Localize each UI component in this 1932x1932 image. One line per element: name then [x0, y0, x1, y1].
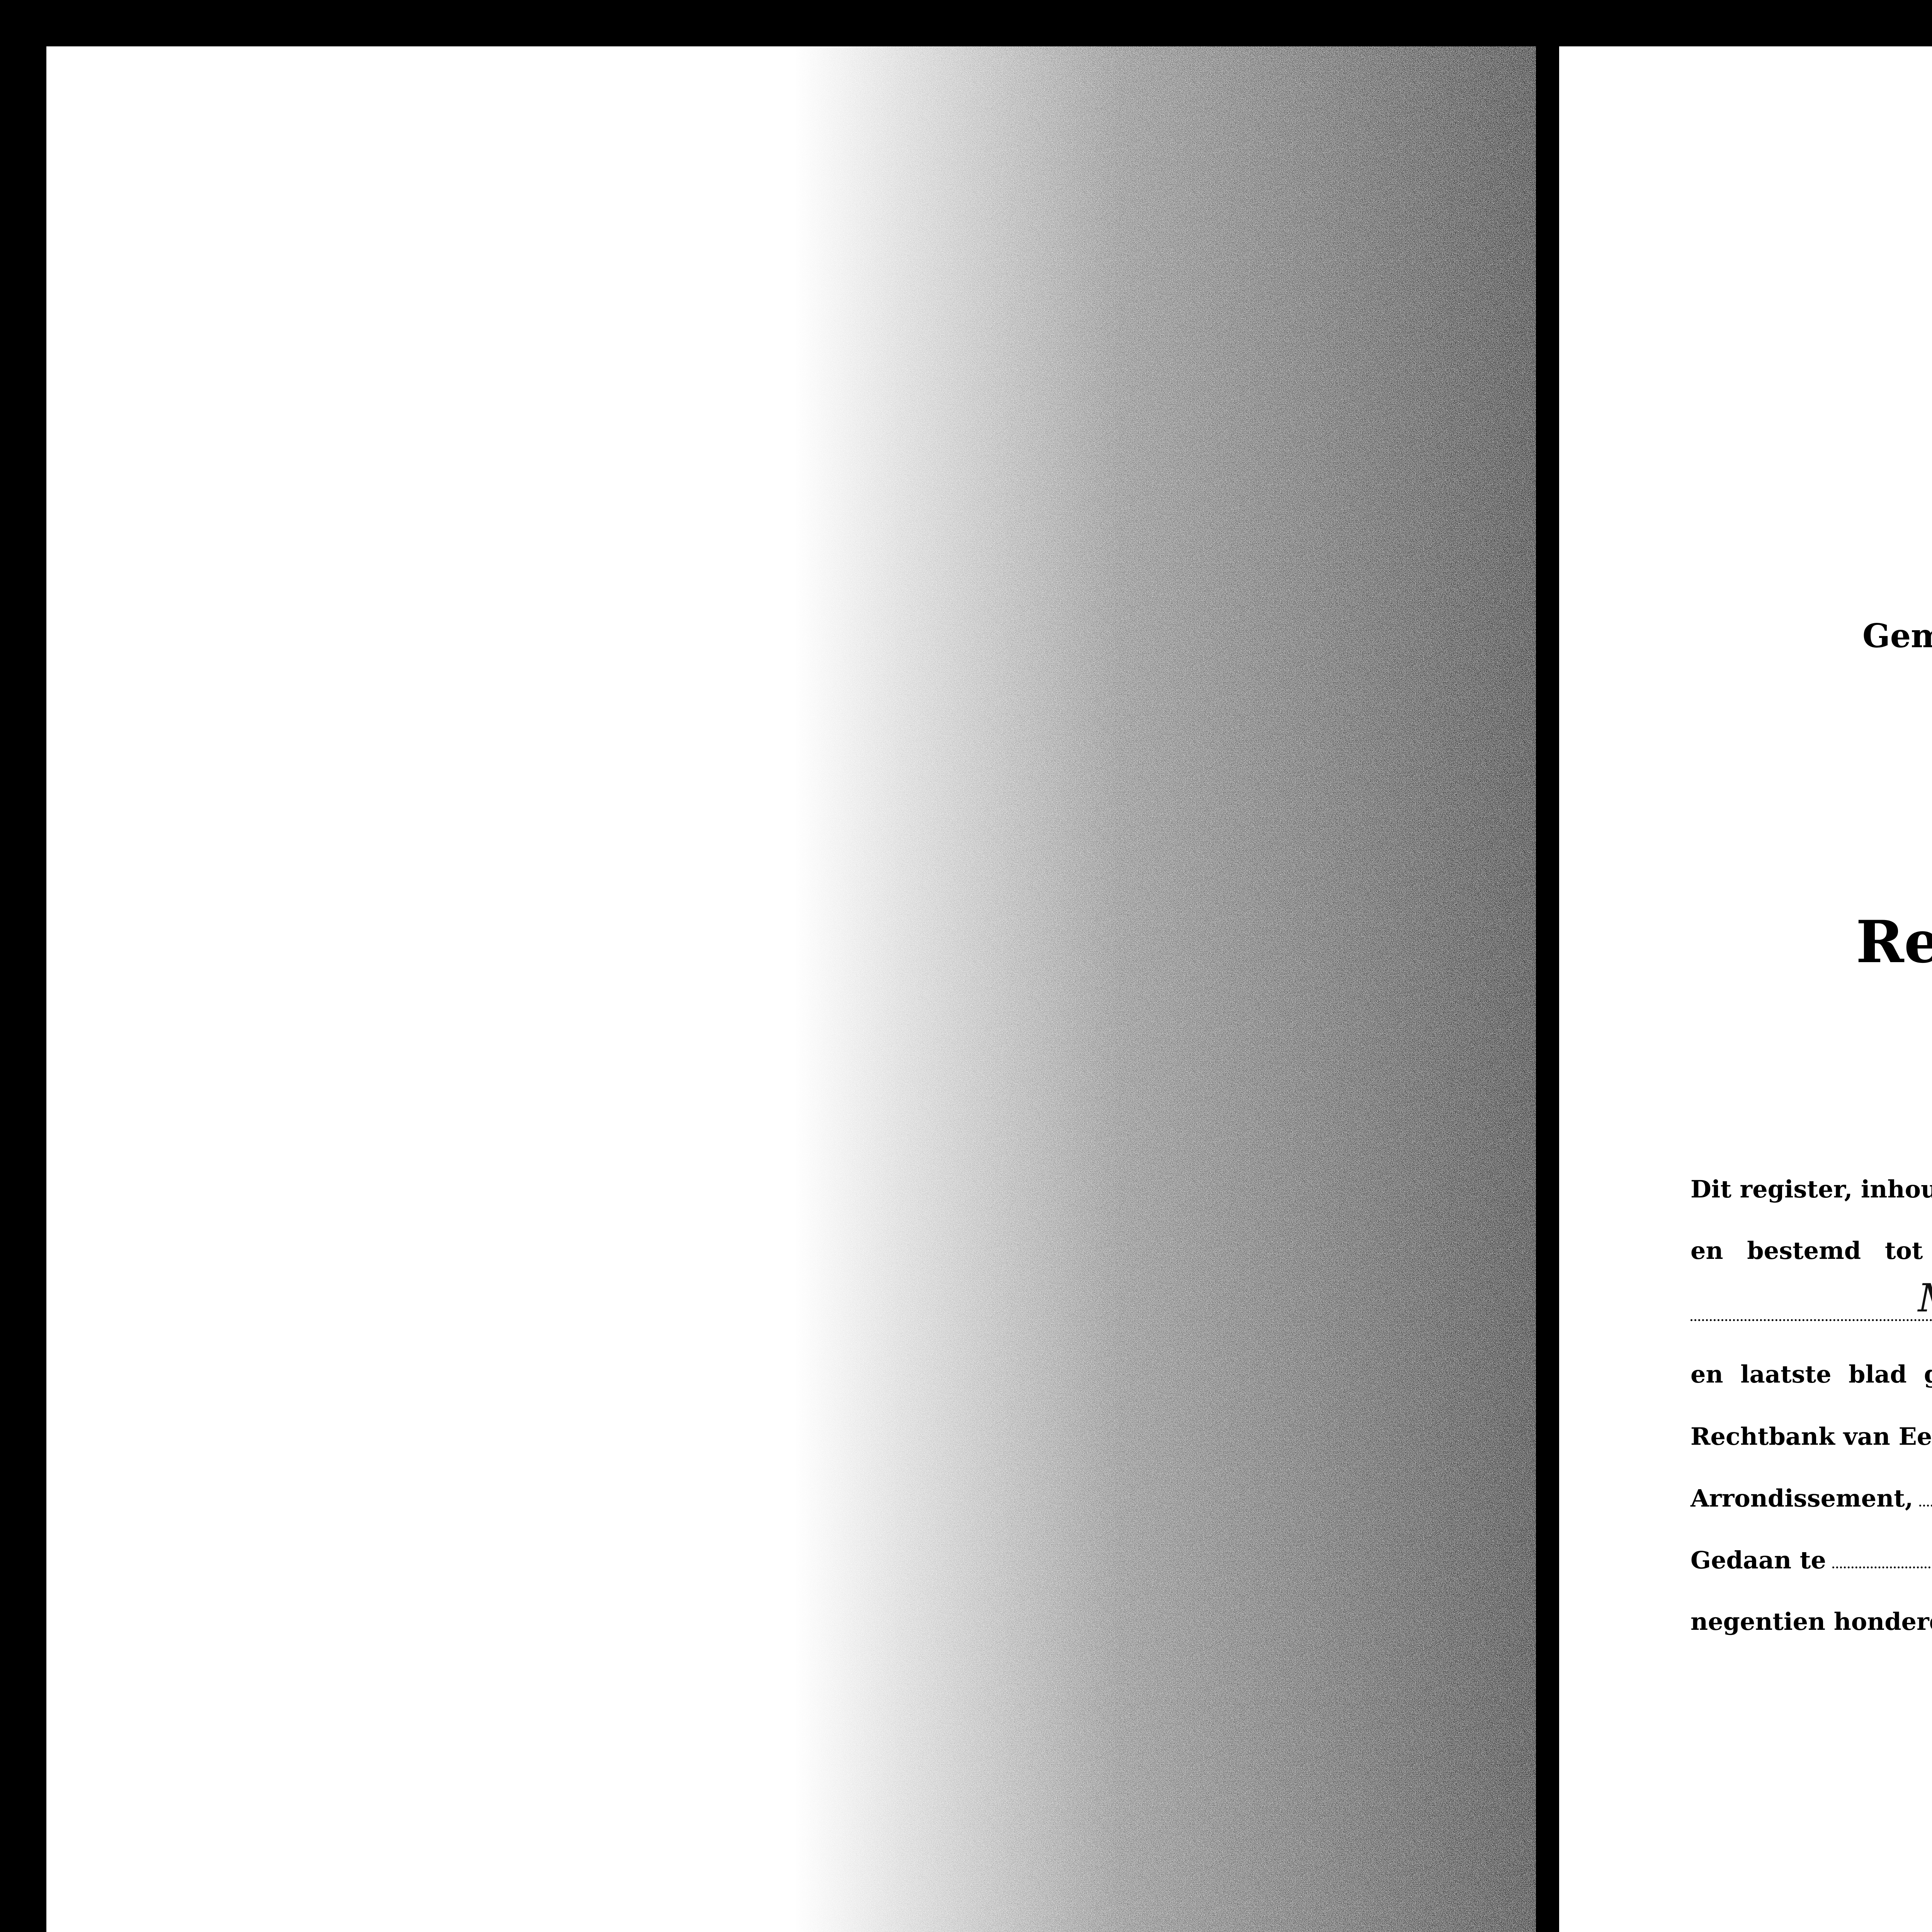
body-word: blad — [1849, 1360, 1906, 1388]
body-text: Gedaan te — [1690, 1546, 1826, 1574]
body-text: Dit register, inhou — [1690, 1175, 1932, 1203]
body-text: Rechtbank van Ee — [1690, 1422, 1932, 1451]
body-word: en — [1690, 1236, 1723, 1265]
body-text: Arrondissement, — [1690, 1484, 1913, 1512]
document-title: Re — [1559, 908, 1932, 976]
body-word: bestemd — [1747, 1236, 1861, 1265]
body-word: laatste — [1740, 1360, 1832, 1388]
municipality-label: Gem — [1862, 617, 1932, 655]
body-word: en — [1690, 1360, 1723, 1388]
body-word: tot — [1885, 1236, 1923, 1265]
body-text: negentien honder — [1690, 1607, 1932, 1636]
